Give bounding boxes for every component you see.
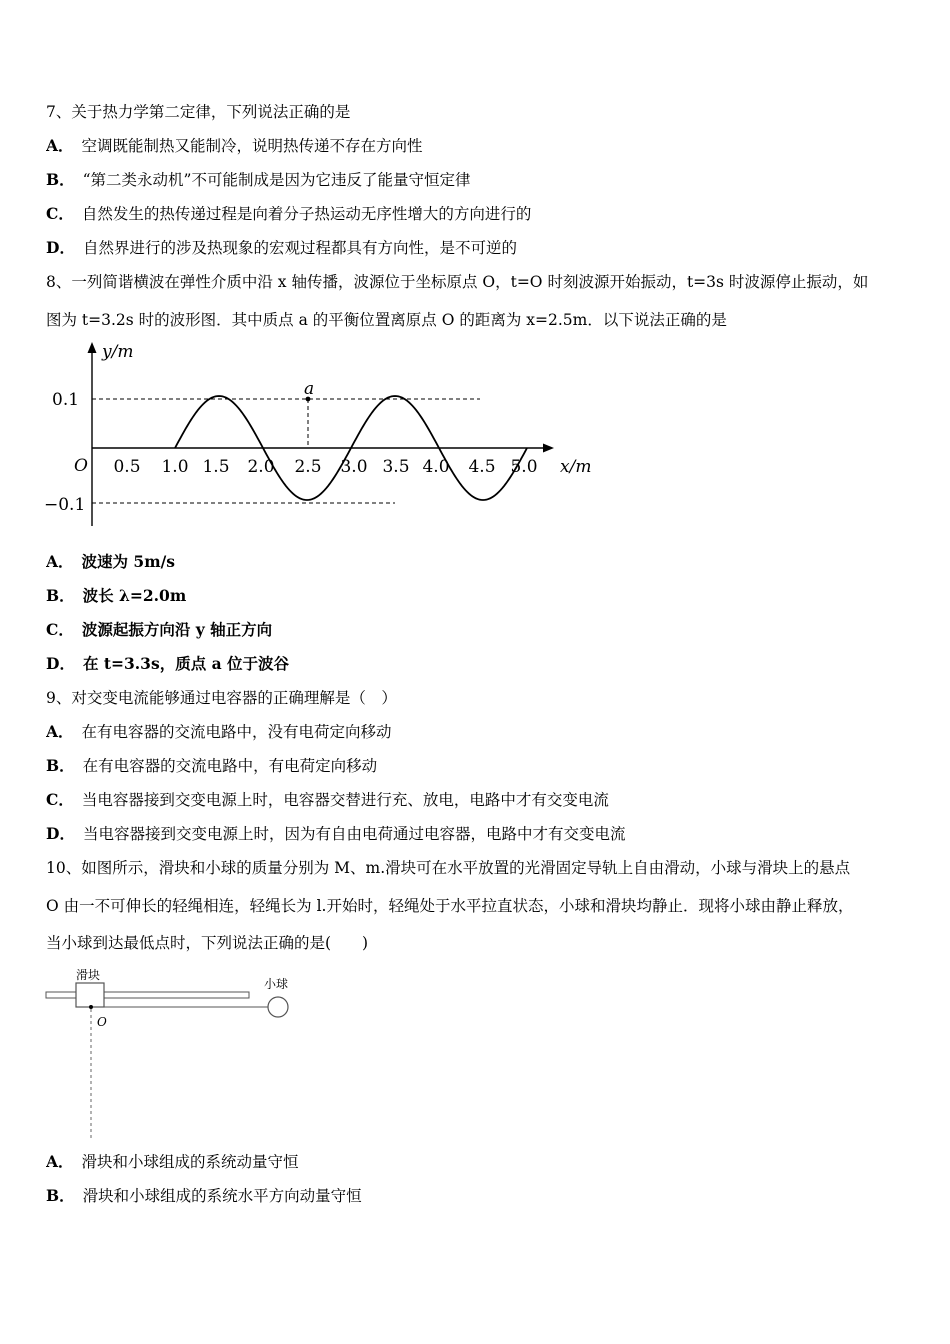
y-tick-label: 0.1 [52,390,80,410]
q9-option-c-label: C． [46,790,74,809]
pivot-label: O [97,1015,107,1029]
q10-stem-line2: O 由一不可伸长的轻绳相连，轻绳长为 l.开始时，轻绳处于水平拉直状态，小球和滑块均静止．现将小球由静止释放， [46,897,854,915]
x-tick-label: 3.0 [340,457,368,477]
q8-option-b-label: B． [46,586,75,605]
slider-block [76,983,104,1007]
q8-option-a-label: A． [46,552,74,571]
q7-option-d [46,237,916,259]
slider-ball-figure [44,964,304,1142]
q9-option-c [46,789,916,811]
q7-option-d-label: D． [46,238,75,257]
q7-option-a-text: 空调既能制热又能制冷，说明热传递不存在方向性 [81,137,423,155]
q8-option-a [46,551,916,573]
q8-option-d-label: D． [46,654,75,673]
q9-option-c-text: 当电容器接到交变电源上时，电容器交替进行充、放电，电路中才有交变电流 [81,791,609,809]
q9-option-d-text: 当电容器接到交变电源上时，因为有自由电荷通过电容器，电路中才有交变电流 [82,825,626,843]
q8-option-c-text: 波源起振方向沿 y 轴正方向 [81,620,273,639]
x-tick-label: 4.0 [422,457,450,477]
small-ball [268,997,288,1017]
ball-label: 小球 [264,977,289,991]
point-a-label: a [304,379,315,399]
q9-option-b [46,755,916,777]
wave-figure [40,338,600,530]
q8-option-a-text: 波速为 5m/s [81,552,176,571]
q10-stem-line1: 10、如图所示，滑块和小球的质量分别为 M、m.滑块可在水平放置的光滑固定导轨上自由滑动，小球与滑块上的悬点 [46,859,851,877]
q9-option-b-text: 在有电容器的交流电路中，有电荷定向移动 [82,757,378,775]
q10-option-b-text: 滑块和小球组成的系统水平方向动量守恒 [82,1187,362,1205]
x-tick-label: 1.0 [161,457,189,477]
q7-stem: 7、关于热力学第二定律，下列说法正确的是 [46,103,351,121]
q9-option-b-label: B． [46,756,75,775]
q7-option-a [46,135,916,157]
q8-option-b [46,585,916,607]
q7-option-c-label: C． [46,204,74,223]
q7-option-b-text: “第二类永动机”不可能制成是因为它违反了能量守恒定律 [82,171,471,189]
slider-label: 滑块 [76,968,101,982]
q9-option-d [46,823,916,845]
q10-option-b-label: B． [46,1186,75,1205]
q7-option-b [46,169,916,191]
q7-option-a-label: A． [46,136,74,155]
q8-stem-line1: 8、一列简谐横波在弹性介质中沿 x 轴传播，波源位于坐标原点 O，t=O 时刻波源开始振动，t=3s 时波源停止振动，如 [46,273,869,291]
q9-option-d-label: D． [46,824,75,843]
q9-option-a-text: 在有电容器的交流电路中，没有电荷定向移动 [81,723,392,741]
x-tick-label: 4.5 [468,457,496,477]
q10-option-a [46,1151,916,1173]
q7-option-b-label: B． [46,170,75,189]
x-axis-arrow [543,444,554,453]
x-tick-label: 2.0 [247,457,275,477]
x-tick-label: 5.0 [510,457,538,477]
q7-option-c [46,203,916,225]
q8-option-c [46,619,916,641]
q9-option-a-label: A． [46,722,74,741]
q10-option-a-label: A． [46,1152,74,1171]
q9-stem: 9、对交变电流能够通过电容器的正确理解是（ ） [46,689,397,707]
origin-label: O [74,456,88,476]
x-axis-label: x/m [560,457,592,477]
q7-option-d-text: 自然界进行的涉及热现象的宏观过程都具有方向性，是不可逆的 [82,239,517,257]
q10-option-a-text: 滑块和小球组成的系统动量守恒 [81,1153,299,1171]
y-axis-label: y/m [102,342,134,362]
q10-stem-line3: 当小球到达最低点时，下列说法正确的是( ) [46,934,369,952]
q10-option-b [46,1185,916,1207]
x-tick-label: 0.5 [113,457,141,477]
q8-option-c-label: C． [46,620,74,639]
x-tick-label: 3.5 [382,457,410,477]
pivot-point [89,1005,93,1009]
y-axis-arrow [88,342,97,353]
q8-option-d-text: 在 t=3.3s，质点 a 位于波谷 [82,654,290,673]
q8-stem-line2: 图为 t=3.2s 时的波形图．其中质点 a 的平衡位置离原点 O 的距离为 x=2.5m．以下说法正确的是 [46,311,727,329]
q7-option-c-text: 自然发生的热传递过程是向着分子热运动无序性增大的方向进行的 [81,205,532,223]
q8-option-b-text: 波长 λ=2.0m [82,586,187,605]
x-tick-label: 1.5 [202,457,230,477]
x-tick-label: 2.5 [294,457,322,477]
y-tick-label: −0.1 [44,495,86,515]
q8-option-d [46,653,916,675]
q9-option-a [46,721,916,743]
